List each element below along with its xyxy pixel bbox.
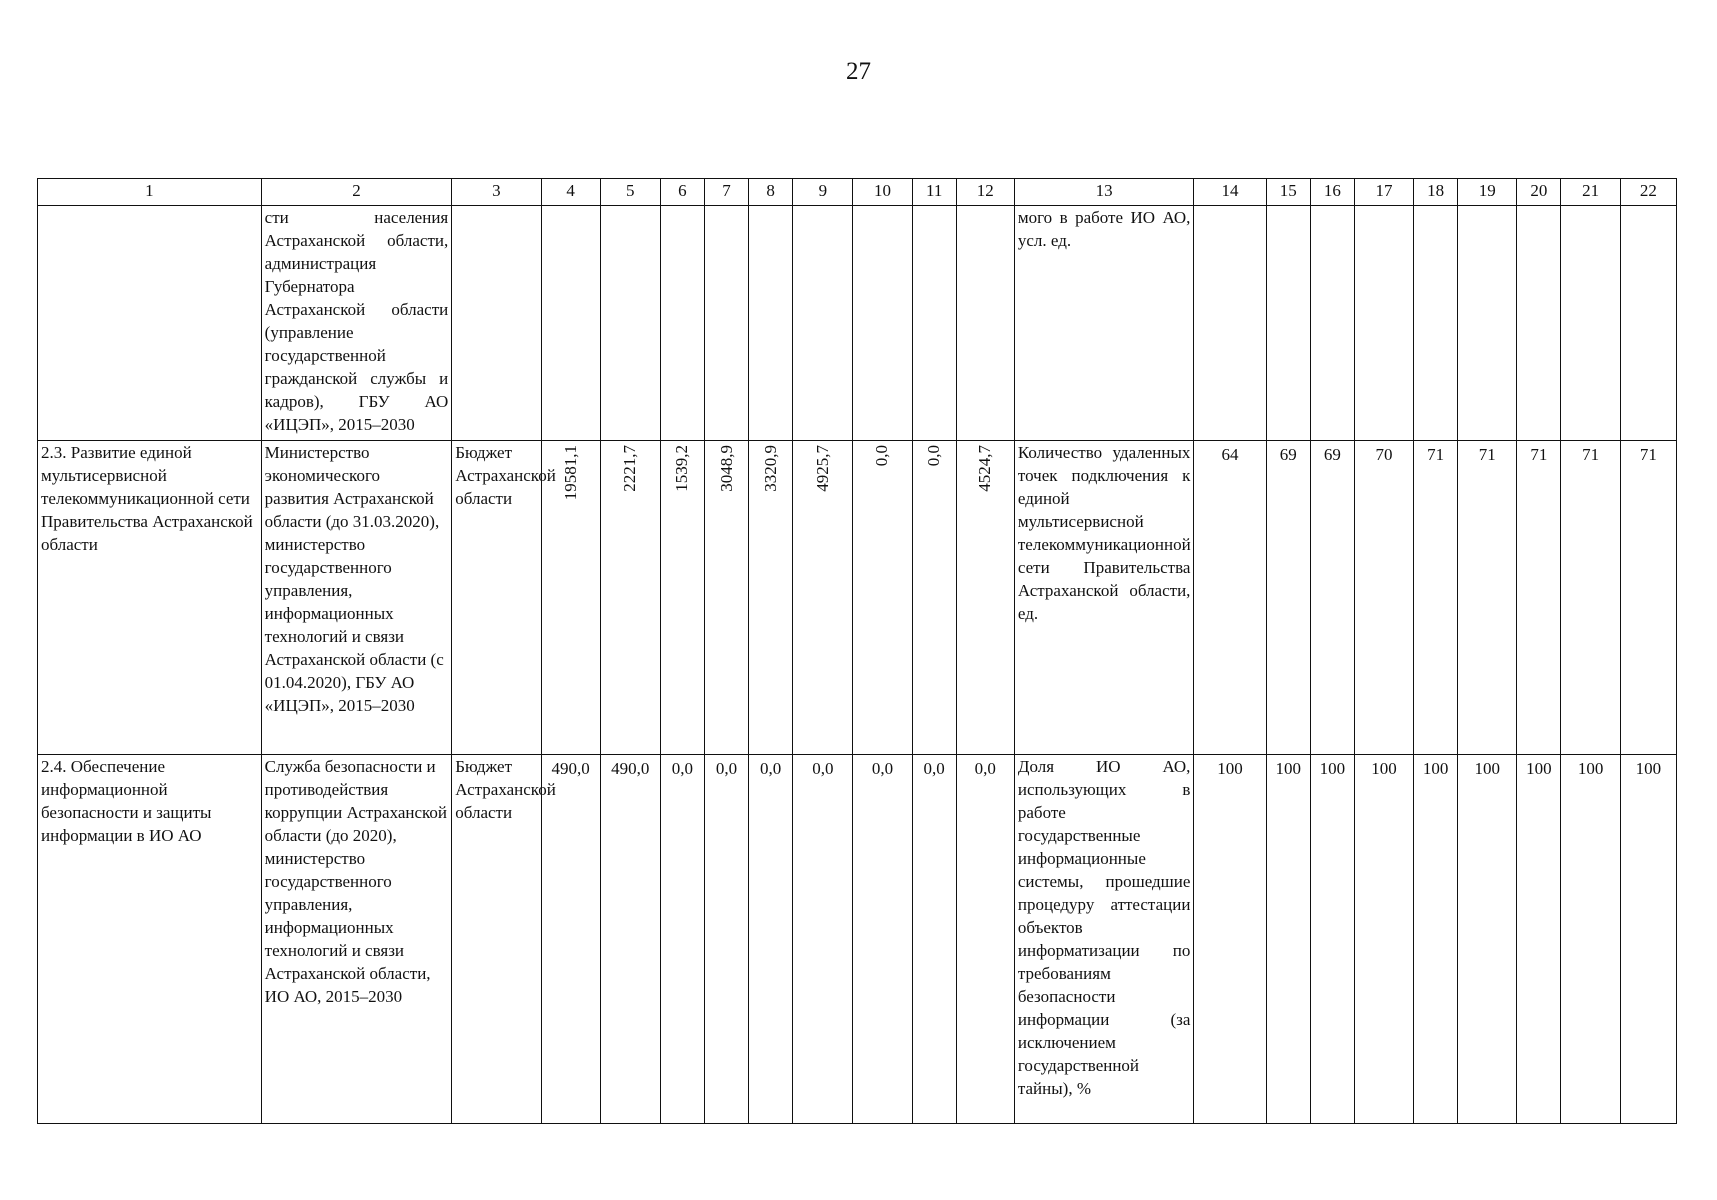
header-cell: 19 — [1458, 179, 1517, 206]
header-cell: 12 — [956, 179, 1014, 206]
indicator-cell: 64 — [1194, 441, 1266, 755]
header-cell: 6 — [660, 179, 704, 206]
measure-cell: 2.4. Обеспечение информационной безопасности и защиты информации в ИО АО — [38, 755, 262, 1124]
header-cell: 10 — [853, 179, 912, 206]
finance-cell: 0,0 — [660, 755, 704, 1124]
finance-cell — [704, 441, 748, 755]
indicator-cell — [1194, 206, 1266, 441]
table-header — [38, 179, 1677, 206]
finance-cell — [600, 206, 660, 441]
header-cell: 11 — [912, 179, 956, 206]
header-cell: 9 — [793, 179, 853, 206]
finance-value: 1539,2 — [672, 445, 692, 492]
finance-cell — [541, 441, 600, 755]
header-cell: 8 — [749, 179, 793, 206]
header-cell: 13 — [1014, 179, 1194, 206]
indicator-cell — [1458, 206, 1517, 441]
finance-cell: 0,0 — [853, 755, 912, 1124]
header-cell: 22 — [1620, 179, 1676, 206]
finance-value: 3320,9 — [760, 445, 780, 492]
finance-cell: 0,0 — [912, 755, 956, 1124]
finance-cell: 490,0 — [541, 755, 600, 1124]
header-cell: 17 — [1354, 179, 1413, 206]
indicator-cell: 100 — [1458, 755, 1517, 1124]
finance-cell: 0,0 — [749, 755, 793, 1124]
finance-cell: 490,0 — [600, 755, 660, 1124]
executor-cell: Министерство экономического развития Астраханской области (до 31.03.2020), министерство государственного управления, информационных технологий и связи Астраханской области (с 01.04.2020), ГБУ АО «ИЦЭП», 2015–2030 — [261, 441, 452, 755]
finance-cell — [853, 441, 912, 755]
finance-cell — [853, 206, 912, 441]
header-row — [38, 179, 1677, 206]
header-cell: 14 — [1194, 179, 1266, 206]
finance-cell — [956, 206, 1014, 441]
indicator-cell: 100 — [1310, 755, 1354, 1124]
indicator-cell: 100 — [1517, 755, 1561, 1124]
indicator-cell — [1310, 206, 1354, 441]
indicator-cell: 71 — [1414, 441, 1458, 755]
indicator-cell: 71 — [1561, 441, 1620, 755]
indicator-cell: 100 — [1194, 755, 1266, 1124]
finance-cell — [541, 206, 600, 441]
finance-cell — [660, 441, 704, 755]
indicator-cell: 69 — [1266, 441, 1310, 755]
header-cell: 18 — [1414, 179, 1458, 206]
indicator-cell: 100 — [1266, 755, 1310, 1124]
page-number: 27 — [846, 58, 871, 85]
indicator-name-cell: мого в работе ИО АО, усл. ед. — [1014, 206, 1194, 441]
header-cell: 4 — [541, 179, 600, 206]
finance-value: 0,0 — [924, 445, 944, 467]
indicator-cell — [1266, 206, 1310, 441]
finance-cell — [912, 441, 956, 755]
executor-cell: Служба безопасности и противодействия коррупции Астраханской области (до 2020), министерство государственного управления, информационных технологий и связи Астраханской области, ИО АО, 2015–2030 — [261, 755, 452, 1124]
header-cell: 15 — [1266, 179, 1310, 206]
indicator-cell: 70 — [1354, 441, 1413, 755]
indicator-cell — [1517, 206, 1561, 441]
indicator-cell: 71 — [1620, 441, 1676, 755]
measure-cell: 2.3. Развитие единой мультисервисной телекоммуникационной сети Правительства Астраханской области — [38, 441, 262, 755]
indicator-cell: 100 — [1414, 755, 1458, 1124]
finance-value: 0,0 — [872, 445, 892, 467]
header-cell: 1 — [38, 179, 262, 206]
header-cell: 5 — [600, 179, 660, 206]
indicator-cell: 100 — [1620, 755, 1676, 1124]
header-cell: 7 — [704, 179, 748, 206]
finance-cell — [660, 206, 704, 441]
header-cell: 2 — [261, 179, 452, 206]
indicator-cell — [1620, 206, 1676, 441]
finance-cell — [793, 206, 853, 441]
finance-cell — [704, 206, 748, 441]
measure-cell — [38, 206, 262, 441]
program-table — [37, 178, 1677, 1124]
table-row — [38, 755, 1677, 1124]
finance-cell: 0,0 — [704, 755, 748, 1124]
executor-cell: сти населения Астраханской области, администрация Губернатора Астраханской области (управление государственной гражданской службы и кадров), ГБУ АО «ИЦЭП», 2015–2030 — [261, 206, 452, 441]
finance-cell — [749, 206, 793, 441]
finance-value: 2221,7 — [620, 445, 640, 492]
finance-cell: 0,0 — [793, 755, 853, 1124]
finance-value: 19581,1 — [560, 445, 580, 501]
indicator-cell — [1561, 206, 1620, 441]
indicator-cell — [1414, 206, 1458, 441]
finance-cell — [600, 441, 660, 755]
source-cell — [452, 206, 541, 441]
indicator-name-cell: Доля ИО АО, использующих в работе государственные информационные системы, прошедшие процедуру аттестации объектов информатизации по требованиям безопасности информации (за исключением государственной тайны), % — [1014, 755, 1194, 1124]
table-row — [38, 441, 1677, 755]
source-cell: Бюджет Астраханской области — [452, 441, 541, 755]
indicator-cell: 100 — [1354, 755, 1413, 1124]
indicator-name-cell: Количество удаленных точек подключения к единой мультисервисной телекоммуникационной сети Правительства Астраханской области, ед. — [1014, 441, 1194, 755]
indicator-cell: 71 — [1517, 441, 1561, 755]
indicator-cell: 69 — [1310, 441, 1354, 755]
finance-cell — [749, 441, 793, 755]
finance-cell — [956, 441, 1014, 755]
indicator-cell: 100 — [1561, 755, 1620, 1124]
finance-value: 4925,7 — [812, 445, 832, 492]
indicator-cell — [1354, 206, 1413, 441]
table-row — [38, 206, 1677, 441]
indicator-cell: 71 — [1458, 441, 1517, 755]
finance-cell — [793, 441, 853, 755]
header-cell: 20 — [1517, 179, 1561, 206]
finance-value: 4524,7 — [975, 445, 995, 492]
source-cell: Бюджет Астраханской области — [452, 755, 541, 1124]
header-cell: 16 — [1310, 179, 1354, 206]
header-cell: 3 — [452, 179, 541, 206]
finance-cell — [912, 206, 956, 441]
finance-value: 3048,9 — [716, 445, 736, 492]
header-cell: 21 — [1561, 179, 1620, 206]
finance-cell: 0,0 — [956, 755, 1014, 1124]
